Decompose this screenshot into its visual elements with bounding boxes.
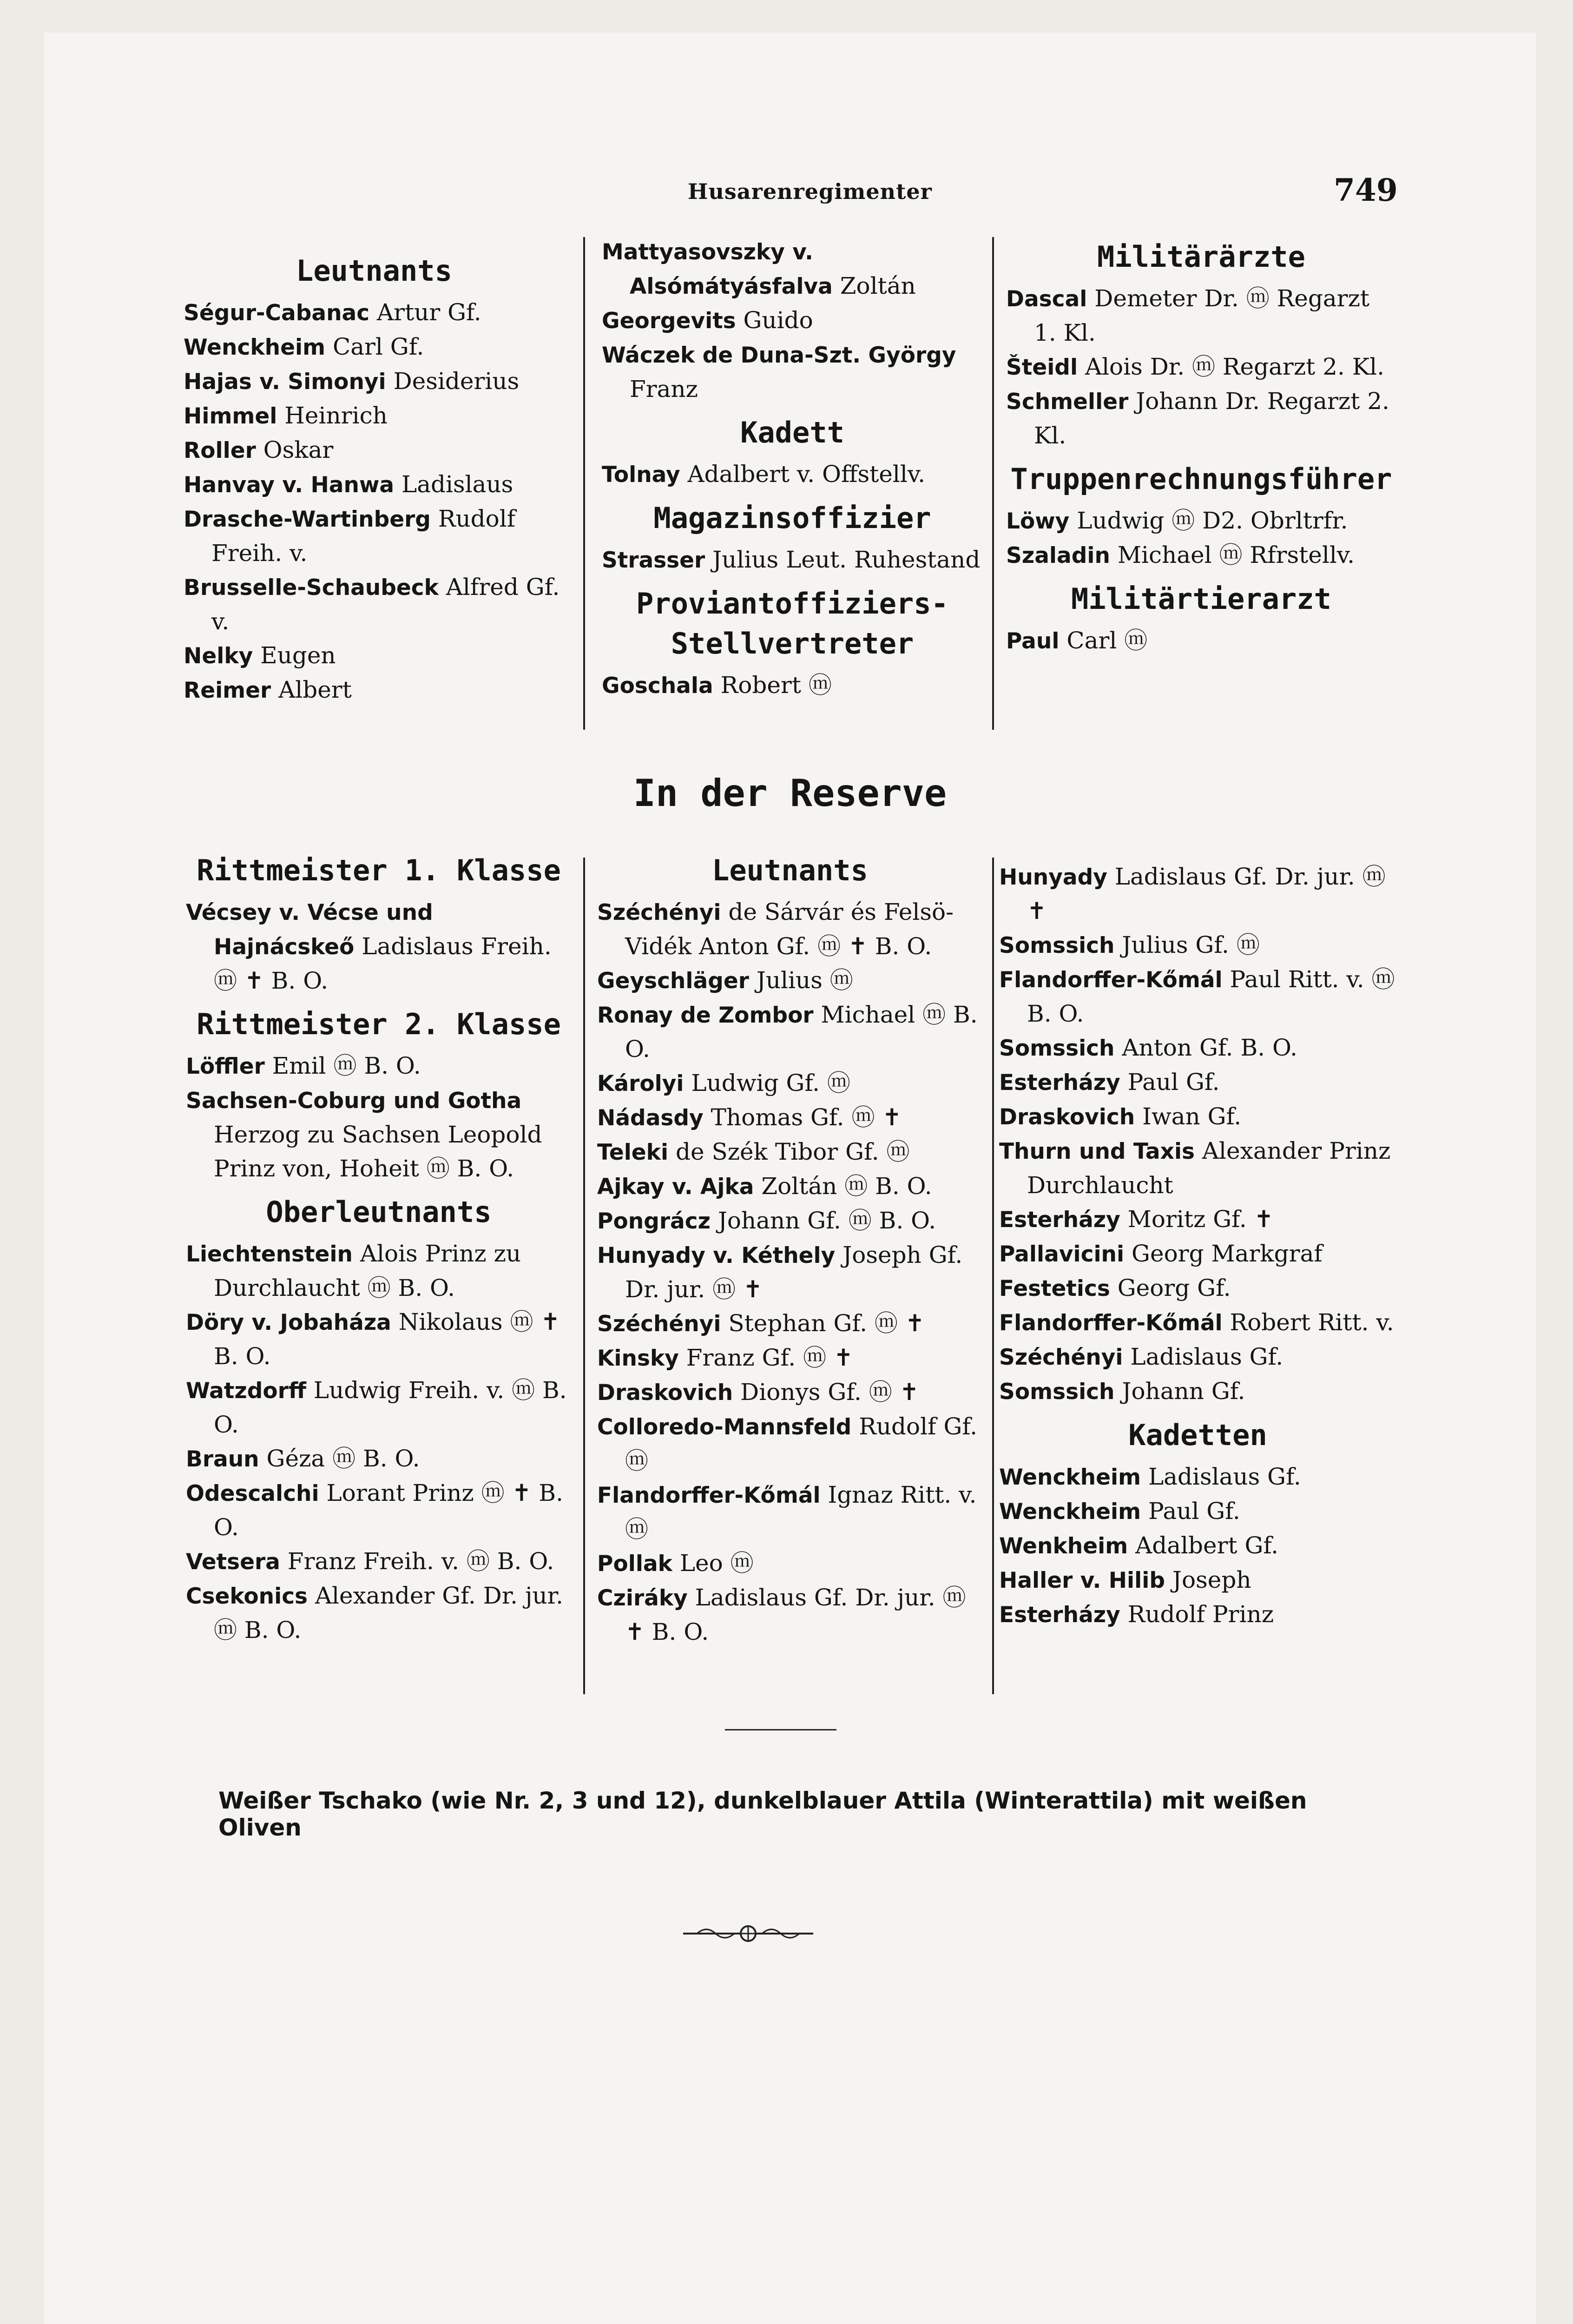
entry-surname: Széchényi [597,1311,721,1337]
entry-surname: Strasser [602,548,705,573]
entry-details: Robert ⓜ [713,672,832,699]
ornament-divider [678,1920,818,1948]
entry-details: Stephan Gf. ⓜ ✝ [721,1310,925,1337]
roster-entry [184,570,565,639]
section-heading-militaeraerzte: Militärärzte [1097,240,1305,274]
entry-surname: Ajkay v. Ajka [597,1174,754,1200]
roster-entry [999,1598,1396,1632]
entry-details: Anton Gf. B. O. [1114,1034,1297,1061]
roster-entry [999,1529,1396,1563]
entry-surname: Nádasdy [597,1105,704,1131]
entry-details: Géza ⓜ B. O. [259,1445,420,1472]
roster-entry [999,1563,1396,1598]
entry-details: Georg Markgraf [1124,1240,1323,1267]
column-divider [992,858,994,1694]
entry-details: Alfred Gf. v. [211,574,560,635]
entry-surname: Pongrácz [597,1208,711,1234]
roster-entry [184,296,565,330]
entry-surname: Reimer [184,678,271,703]
entry-details: Rudolf Freih. v. [211,505,516,567]
entry-list [186,895,572,998]
roster-entry [602,338,983,406]
entry-surname: Csekonics [186,1584,308,1609]
section-heading-kadett: Kadett [740,416,844,449]
column-divider [583,237,585,730]
entry-surname: Draskovich [597,1380,733,1406]
roster-entry [999,1100,1396,1134]
section-heading-reserve-leutnants: Leutnants [712,853,868,887]
entry-surname: Brusselle-Schaubeck [184,575,439,601]
entry-surname: Pallavicini [999,1241,1125,1267]
roster-entry [602,543,983,577]
top-column-1 [184,251,565,707]
entry-surname: Szaladin [1006,543,1110,568]
entry-surname: Széchényi [597,900,721,925]
roster-entry [184,433,565,468]
entry-list [1006,624,1396,658]
entry-list [999,860,1396,1409]
roster-entry [597,1478,983,1546]
entry-details: Desiderius [386,368,520,395]
entry-surname: Somssich [999,1379,1115,1405]
roster-entry [597,1546,983,1581]
uniform-description: Weißer Tschako (wie Nr. 2, 3 und 12), dunkelblauer Attila (Winterattila) mit weißen Oliven [218,1787,1307,1841]
entry-details: Michael ⓜ Rfrstellv. [1110,541,1355,568]
entry-surname: Georgevits [602,308,736,334]
entry-surname: Kinsky [597,1346,679,1371]
entry-details: Carl Gf. [325,333,424,360]
entry-list [597,895,983,1649]
entry-surname: Hunyady v. Kéthely [597,1243,836,1268]
roster-entry [597,1307,983,1341]
roster-entry [184,673,565,707]
section-heading-truppenrechnungsfuehrer: Truppenrechnungsführer [1010,462,1392,496]
entry-details: Joseph [1165,1566,1251,1593]
entry-details: Albert [271,676,352,703]
top-column-2 [602,235,983,703]
entry-list [999,1460,1396,1632]
entry-details: Ludwig Freih. v. ⓜ B. O. [214,1377,567,1438]
section-heading-magazinsoffizier: Magazinsoffizier [653,501,931,535]
entry-details: Alexander Gf. Dr. jur. ⓜ B. O. [214,1582,563,1644]
entry-surname: Cziráky [597,1585,688,1611]
entry-surname: Wenkheim [999,1533,1128,1559]
entry-details: Ladislaus Gf. Dr. jur. ⓜ ✝ B. O. [625,1584,966,1645]
roster-entry [999,1202,1396,1237]
roster-entry [1006,624,1396,658]
entry-surname: Geyschläger [597,968,749,994]
entry-surname: Sachsen-Coburg und Gotha [186,1088,522,1114]
entry-list [602,543,983,577]
entry-surname: Széchényi [999,1345,1123,1370]
entry-details: Franz Gf. ⓜ ✝ [678,1344,853,1371]
entry-details: Ladislaus Gf. [1123,1343,1283,1370]
entry-details: de Szék Tibor Gf. ⓜ [668,1138,910,1165]
entry-details: Johann Gf. ⓜ B. O. [710,1207,936,1234]
entry-details: Michael ⓜ B. O. [625,1001,978,1063]
roster-entry [602,457,983,492]
entry-surname: Himmel [184,403,277,429]
roster-entry [1006,538,1396,573]
entry-surname: Hanvay v. Hanwa [184,472,395,498]
reserve-column-3 [999,860,1396,1632]
entry-details: Julius Gf. ⓜ [1114,931,1260,958]
page-number: 749 [1334,172,1398,208]
entry-details: Ladislaus Freih. ⓜ ✝ B. O. [214,933,552,994]
section-heading-leutnants: Leutnants [296,254,452,288]
roster-entry [186,1579,572,1647]
section-heading-militaertierarzt: Militärtierarzt [1071,582,1331,616]
roster-entry [999,1031,1396,1065]
roster-entry [186,1237,572,1305]
entry-details: Zoltán ⓜ B. O. [754,1173,932,1200]
entry-surname: Löffler [186,1054,265,1079]
roster-entry [597,1375,983,1410]
roster-entry [184,468,565,502]
entry-details: de Sárvár és Felsö-Vidék Anton Gf. ⓜ ✝ B. O. [625,898,954,960]
entry-details: Georg Gf. [1110,1274,1231,1301]
entry-details: Robert Ritt. v. [1222,1309,1394,1336]
roster-entry [597,1341,983,1375]
entry-details: Paul Ritt. v. ⓜ B. O. [1027,966,1395,1027]
roster-entry [999,1237,1396,1271]
entry-surname: Wenckheim [999,1499,1141,1525]
roster-entry [1006,350,1396,384]
roster-entry [186,1305,572,1373]
entry-surname: Wáczek de Duna-Szt. György [602,343,956,368]
roster-entry [1006,504,1396,538]
entry-surname: Somssich [999,1036,1115,1061]
entry-details: Heinrich [277,402,388,429]
section-heading-oberleutnants: Oberleutnants [266,1195,492,1229]
roster-entry [597,1066,983,1101]
roster-entry [597,1238,983,1307]
entry-surname: Festetics [999,1276,1110,1301]
entry-list [1006,282,1396,453]
entry-surname: Odescalchi [186,1481,319,1506]
entry-details: Guido [736,307,813,334]
entry-surname: Esterházy [999,1602,1120,1628]
roster-entry [186,1442,572,1476]
entry-surname: Károlyi [597,1071,684,1096]
entry-surname: Paul [1006,628,1060,654]
reserve-column-2 [597,851,983,1649]
entry-details: Moritz Gf. ✝ [1120,1206,1274,1233]
entry-surname: Ségur-Cabanac [184,300,370,326]
roster-entry [186,1545,572,1579]
entry-details: Franz Freih. v. ⓜ B. O. [280,1548,554,1575]
roster-entry [597,1410,983,1478]
column-divider [992,237,994,730]
entry-surname: Thurn und Taxis [999,1139,1195,1164]
column-divider [583,858,585,1694]
roster-entry [999,1340,1396,1374]
entry-surname: Haller v. Hilib [999,1568,1165,1593]
entry-list [1006,504,1396,573]
roster-entry [184,330,565,364]
roster-entry [999,1460,1396,1494]
entry-details: Zoltán [832,272,916,299]
entry-details: Thomas Gf. ⓜ ✝ [703,1104,902,1131]
entry-details: Demeter Dr. ⓜ Regarzt 1. Kl. [1034,285,1370,346]
section-heading-rittmeister-1: Rittmeister 1. Klasse [197,853,561,887]
roster-entry [1006,384,1396,453]
entry-surname: Roller [184,438,256,463]
entry-surname: Schmeller [1006,389,1129,415]
entry-details: Ladislaus [394,471,513,498]
section-heading-proviant: Proviantoffiziers-Stellvertreter [636,587,948,660]
entry-details: Ludwig Gf. ⓜ [684,1070,850,1096]
roster-entry [999,1065,1396,1100]
entry-surname: Pollak [597,1551,672,1577]
entry-list [186,1237,572,1647]
section-heading-kadetten: Kadetten [1128,1418,1267,1452]
entry-surname: Liechtenstein [186,1241,353,1267]
running-header: Husarenregimenter [688,179,932,204]
entry-surname: Flandorffer-Kőmál [597,1483,821,1508]
entry-details: Julius Leut. Ruhestand [705,546,981,573]
entry-surname: Hunyady [999,865,1107,890]
entry-details: Alois Dr. ⓜ Regarzt 2. Kl. [1078,353,1384,380]
entry-surname: Vécsey v. Vécse und Hajnácskeő [186,900,433,960]
entry-details: Ignaz Ritt. v. ⓜ [625,1481,977,1543]
entry-list [602,457,983,492]
roster-entry [184,502,565,570]
top-column-3 [1006,237,1396,658]
entry-surname: Esterházy [999,1207,1120,1233]
entry-list [602,235,983,406]
roster-entry [186,1373,572,1442]
entry-surname: Colloredo-Mannsfeld [597,1414,852,1440]
roster-entry [999,1494,1396,1529]
entry-details: Oskar [256,436,334,463]
entry-surname: Löwy [1006,508,1070,534]
entry-surname: Tolnay [602,462,680,488]
entry-details: Lorant Prinz ⓜ ✝ B. O. [214,1479,563,1541]
roster-entry [597,895,983,964]
roster-entry [999,1306,1396,1340]
entry-surname: Flandorffer-Kőmál [999,1310,1223,1336]
reserve-column-1 [186,851,572,1647]
entry-details: Emil ⓜ B. O. [264,1052,421,1079]
entry-details: Julius ⓜ [749,967,853,994]
entry-details: Adalbert v. Offstellv. [680,461,926,488]
entry-details: Ladislaus Gf. Dr. jur. ⓜ ✝ [1027,863,1386,924]
entry-surname: Wenckheim [999,1465,1141,1490]
entry-details: Ludwig ⓜ D2. Obrltrfr. [1069,507,1348,534]
entry-surname: Flandorffer-Kőmál [999,967,1223,993]
entry-details: Ladislaus Gf. [1141,1463,1301,1490]
entry-details: Carl ⓜ [1059,627,1148,654]
entry-details: Nikolaus ⓜ ✝ B. O. [214,1308,560,1370]
entry-details: Adalbert Gf. [1128,1532,1279,1559]
entry-details: Alexander Prinz Durchlaucht [1027,1137,1391,1199]
entry-surname: Ronay de Zombor [597,1003,814,1028]
entry-surname: Goschala [602,673,713,699]
roster-entry [186,1049,572,1083]
entry-list [184,296,565,707]
roster-entry [602,235,983,304]
entry-surname: Braun [186,1446,259,1472]
roster-entry [597,998,983,1066]
entry-surname: Hajas v. Simonyi [184,369,386,395]
roster-entry [999,1374,1396,1409]
entry-details: Johann Gf. [1114,1378,1245,1405]
entry-list [186,1049,572,1186]
entry-details: Rudolf Gf. ⓜ [625,1413,978,1474]
entry-surname: Nelky [184,643,253,669]
entry-details: Franz [630,376,698,403]
entry-surname: Drasche-Wartinberg [184,507,431,532]
entry-details: Paul Gf. [1141,1498,1240,1525]
entry-surname: Somssich [999,933,1115,958]
roster-entry [597,1101,983,1135]
entry-surname: Esterházy [999,1070,1120,1096]
entry-details: Alois Prinz zu Durchlaucht ⓜ B. O. [214,1240,521,1301]
roster-entry [597,1169,983,1204]
entry-surname: Watzdorff [186,1378,306,1404]
roster-entry [184,639,565,673]
roster-entry [186,895,572,998]
entry-details: Iwan Gf. [1135,1103,1242,1130]
roster-entry [999,860,1396,928]
roster-entry [999,1271,1396,1306]
separator-rule [725,1729,836,1730]
entry-list [602,668,983,703]
roster-entry [597,964,983,998]
entry-details: Herzog zu Sachsen Leopold Prinz von, Hoheit ⓜ B. O. [214,1121,542,1182]
roster-entry [999,928,1396,963]
roster-entry [1006,282,1396,350]
entry-details: Artur Gf. [369,299,481,326]
roster-entry [597,1135,983,1169]
entry-details: Rudolf Prinz [1120,1601,1274,1628]
roster-entry [597,1581,983,1649]
entry-surname: Teleki [597,1140,669,1165]
entry-details: Eugen [253,642,336,669]
roster-entry [602,304,983,338]
entry-surname: Dascal [1006,286,1087,312]
entry-details: Leo ⓜ [672,1550,754,1577]
entry-surname: Wenckheim [184,335,326,360]
entry-details: Paul Gf. [1120,1069,1220,1096]
roster-entry [186,1476,572,1545]
entry-surname: Draskovich [999,1104,1135,1130]
roster-entry [184,364,565,399]
entry-details: Joseph Gf. Dr. jur. ⓜ ✝ [625,1241,963,1303]
entry-surname: Šteidl [1006,355,1078,380]
entry-surname: Mattyasovszky v. Alsómátyásfalva [602,239,833,299]
roster-entry [184,399,565,433]
roster-entry [602,668,983,703]
section-heading-rittmeister-2: Rittmeister 2. Klasse [197,1007,561,1041]
entry-surname: Vetsera [186,1549,280,1575]
roster-entry [186,1083,572,1186]
roster-entry [999,1134,1396,1202]
entry-details: Dionys Gf. ⓜ ✝ [733,1379,919,1406]
section-title-reserve: In der Reserve [633,772,947,815]
entry-surname: Döry v. Jobaháza [186,1310,391,1335]
roster-entry [597,1204,983,1238]
entry-details: Johann Dr. Regarzt 2. Kl. [1034,388,1389,449]
roster-entry [999,963,1396,1031]
